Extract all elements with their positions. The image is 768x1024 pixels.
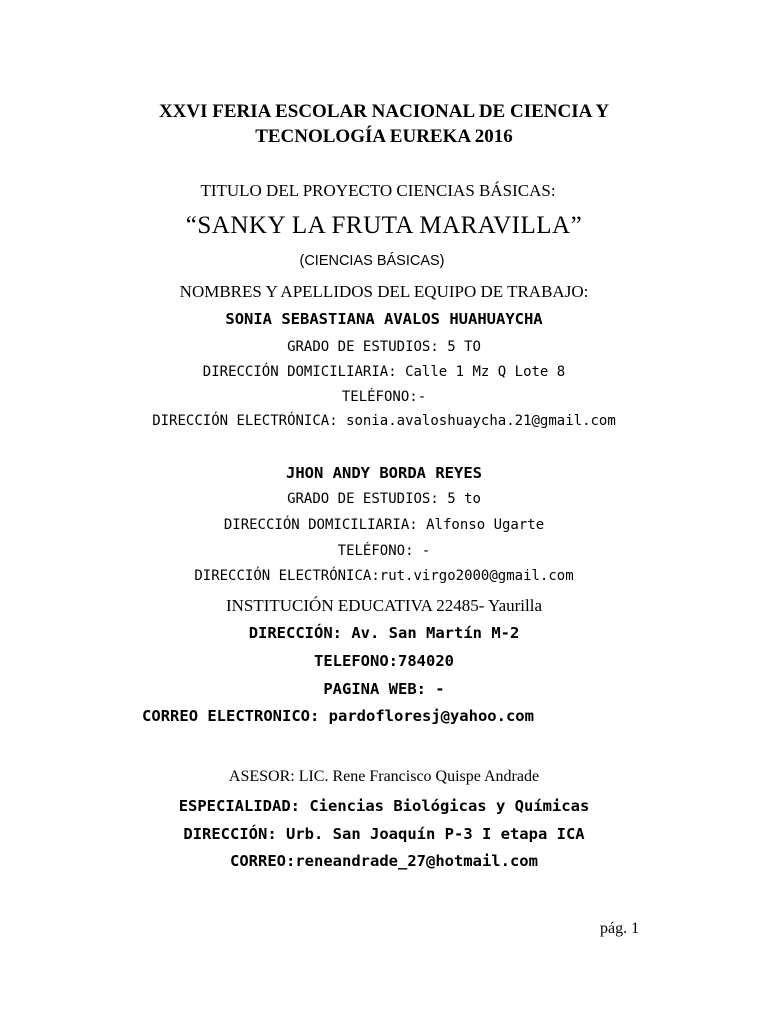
institution-website: PAGINA WEB: - [323,680,445,698]
project-label: TITULO DEL PROYECTO CIENCIAS BÁSICAS: [200,181,556,200]
member-1-phone: TELÉFONO:- [341,389,427,405]
team-label: NOMBRES Y APELLIDOS DEL EQUIPO DE TRABAJO: [179,282,589,301]
event-title-line-2: TECNOLOGÍA EUREKA 2016 [255,126,513,147]
advisor-email: CORREO:reneandrade_27@hotmail.com [230,852,538,870]
member-2-email: DIRECCIÓN ELECTRÓNICA:rut.virgo2000@gmail.com [194,568,574,584]
member-1-name: SONIA SEBASTIANA AVALOS HUAHUAYCHA [225,310,543,328]
advisor-specialty: ESPECIALIDAD: Ciencias Biológicas y Químicas [178,797,590,815]
member-2-name: JHON ANDY BORDA REYES [286,464,482,482]
page-number: pág. 1 [600,920,640,937]
member-1-email: DIRECCIÓN ELECTRÓNICA: sonia.avaloshuaycha.21@gmail.com [152,413,616,429]
member-2-phone: TELÉFONO: - [337,543,431,559]
institution-email: CORREO ELECTRONICO: pardofloresj@yahoo.com [142,707,534,725]
member-2-address: DIRECCIÓN DOMICILIARIA: Alfonso Ugarte [223,517,545,533]
member-1-grade: GRADO DE ESTUDIOS: 5 TO [287,339,481,355]
member-1-address: DIRECCIÓN DOMICILIARIA: Calle 1 Mz Q Lote 8 [202,364,566,380]
member-2-grade: GRADO DE ESTUDIOS: 5 to [287,491,481,507]
institution-phone: TELEFONO:784020 [314,652,454,670]
advisor-name: ASESOR: LIC. Rene Francisco Quispe Andrade [228,768,540,785]
event-title-line-1: XXVI FERIA ESCOLAR NACIONAL DE CIENCIA Y [158,101,610,122]
institution-address: DIRECCIÓN: Av. San Martín M-2 [248,624,520,642]
project-category: (CIENCIAS BÁSICAS) [299,253,445,269]
project-title: “SANKY LA FRUTA MARAVILLA” [185,212,583,239]
institution-name: INSTITUCIÓN EDUCATIVA 22485- Yaurilla [225,596,543,615]
advisor-address: DIRECCIÓN: Urb. San Joaquín P-3 I etapa ICA [183,825,585,843]
